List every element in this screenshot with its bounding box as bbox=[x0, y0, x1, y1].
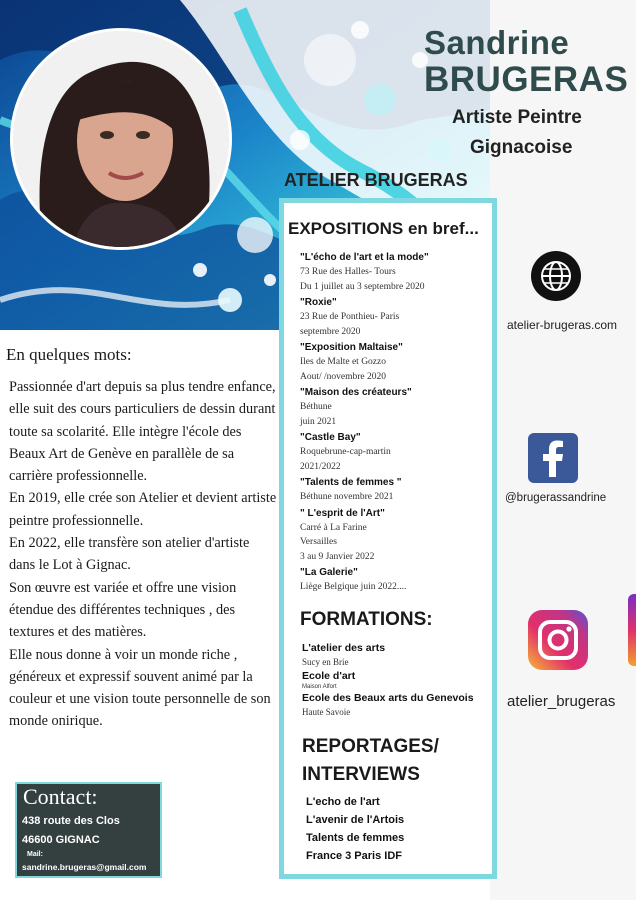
instagram-icon-graphic bbox=[528, 610, 588, 670]
exposition-title: "Maison des créateurs" bbox=[300, 387, 412, 398]
portrait-illustration bbox=[13, 31, 229, 247]
contact-box bbox=[15, 782, 162, 878]
exposition-detail: 23 Rue de Ponthieu- Paris bbox=[300, 312, 400, 322]
bio-paragraph: En 2022, elle transfère son atelier d'artiste dans le Lot à Gignac. bbox=[9, 535, 250, 574]
formations-list bbox=[302, 641, 497, 719]
artist-profession: Artiste Peintre bbox=[452, 107, 582, 128]
expositions-list bbox=[300, 251, 496, 597]
reportage-item: France 3 Paris IDF bbox=[306, 850, 402, 862]
exposition-detail: septembre 2020 bbox=[300, 326, 361, 337]
exposition-item bbox=[300, 251, 496, 294]
artist-portrait-photo bbox=[10, 28, 232, 250]
exposition-title: "Exposition Maltaise" bbox=[300, 342, 403, 353]
exposition-detail: Carré à La Farine bbox=[300, 522, 367, 533]
facebook-icon[interactable] bbox=[528, 433, 578, 483]
exposition-title: "Talents de femmes " bbox=[300, 477, 402, 488]
atelier-title: ATELIER BRUGERAS bbox=[284, 170, 468, 190]
exposition-title: " L'esprit de l'Art" bbox=[300, 507, 385, 519]
exposition-item bbox=[300, 341, 496, 384]
exposition-title: "L'écho de l'art et la mode" bbox=[300, 252, 429, 263]
exposition-item bbox=[300, 476, 496, 505]
reportages-heading: REPORTAGES/ INTERVIEWS bbox=[302, 736, 439, 785]
instagram-handle-link[interactable]: atelier_brugeras bbox=[507, 693, 616, 710]
artist-origin: Gignacoise bbox=[470, 137, 573, 158]
formation-title: L'atelier des arts bbox=[302, 642, 386, 654]
facebook-handle-link[interactable]: @brugerassandrine bbox=[505, 492, 607, 504]
reportages-list bbox=[306, 793, 404, 865]
exposition-detail: juin 2021 bbox=[300, 416, 337, 427]
website-link[interactable]: atelier-brugeras.com bbox=[507, 318, 618, 332]
exposition-detail: Aout/ /novembre 2020 bbox=[300, 371, 387, 382]
globe-icon-graphic bbox=[530, 250, 582, 302]
contact-heading: Contact: bbox=[23, 784, 98, 809]
contact-address-street: 438 route des Clos bbox=[22, 815, 120, 827]
exposition-detail: Iles de Malte et Gozzo bbox=[300, 357, 386, 367]
partial-instagram-icon-edge bbox=[628, 594, 636, 666]
bio-heading: En quelques mots: bbox=[6, 345, 132, 364]
formation-title: Ecole d'art bbox=[302, 670, 356, 682]
exposition-detail: Du 1 juillet au 3 septembre 2020 bbox=[300, 281, 425, 292]
exposition-detail: 3 au 9 Janvier 2022 bbox=[300, 551, 375, 562]
formation-item bbox=[302, 669, 497, 691]
bio-paragraph: En 2019, elle crée son Atelier et devient artiste peintre professionnelle. bbox=[9, 490, 277, 529]
formation-location: Maison Alfort bbox=[302, 684, 337, 690]
expositions-heading: EXPOSITIONS en bref... bbox=[288, 219, 479, 238]
formation-item bbox=[302, 691, 497, 719]
reportage-item: L'echo de l'art bbox=[306, 796, 380, 808]
exposition-title: "Roxie" bbox=[300, 297, 337, 308]
reportage-item: L'avenir de l'Artois bbox=[306, 814, 405, 826]
contact-email-link[interactable]: sandrine.brugeras@gmail.com bbox=[22, 862, 147, 872]
formation-title: Ecole des Beaux arts du Genevois bbox=[302, 692, 474, 704]
exposition-title: "La Galerie" bbox=[300, 567, 358, 578]
exposition-detail: Liège Belgique juin 2022.... bbox=[300, 582, 407, 592]
reportage-item: Talents de femmes bbox=[306, 832, 405, 844]
globe-icon[interactable] bbox=[530, 250, 582, 302]
exposition-item bbox=[300, 507, 496, 565]
exposition-detail: Versailles bbox=[300, 537, 337, 547]
exposition-detail: 2021/2022 bbox=[300, 461, 341, 472]
exposition-item bbox=[300, 386, 496, 429]
exposition-detail: 73 Rue des Halles- Tours bbox=[300, 267, 396, 277]
exposition-item bbox=[300, 431, 496, 474]
formations-heading: FORMATIONS: bbox=[300, 609, 433, 630]
bio-paragraph: Elle nous donne à voir un monde riche , généreux et expressif souvent animé par la couleur et une vision toute personnelle de son monde onirique. bbox=[9, 646, 271, 730]
contact-mail-label: Mail: bbox=[27, 851, 43, 858]
contact-address-city: 46600 GIGNAC bbox=[22, 834, 100, 846]
bio-paragraph: Son œuvre est variée et offre une vision étendue des différentes techniques , des textures et des matières. bbox=[9, 579, 237, 641]
exposition-item bbox=[300, 296, 496, 339]
bio-text bbox=[9, 376, 277, 733]
exposition-detail: Roquebrune-cap-martin bbox=[300, 447, 391, 457]
artist-first-name: Sandrine bbox=[424, 24, 570, 61]
instagram-icon[interactable] bbox=[528, 610, 588, 670]
formation-location: Haute Savoie bbox=[302, 707, 351, 717]
expositions-box bbox=[279, 198, 497, 879]
formation-location: Sucy en Brie bbox=[302, 657, 349, 667]
exposition-detail: Béthune novembre 2021 bbox=[300, 492, 394, 502]
bio-paragraph: Passionnée d'art depuis sa plus tendre enfance, elle suit des cours particuliers de dessin durant toute sa scolarité. Elle intègre l'école des Beaux Art de Genève en parallèle de sa carrière professionnelle. bbox=[9, 379, 276, 485]
formation-item bbox=[302, 641, 497, 669]
artist-last-name: BRUGERAS bbox=[424, 60, 629, 99]
exposition-title: "Castle Bay" bbox=[300, 432, 361, 443]
exposition-detail: Béthune bbox=[300, 402, 332, 412]
facebook-icon-graphic bbox=[528, 433, 578, 483]
exposition-item bbox=[300, 566, 496, 595]
